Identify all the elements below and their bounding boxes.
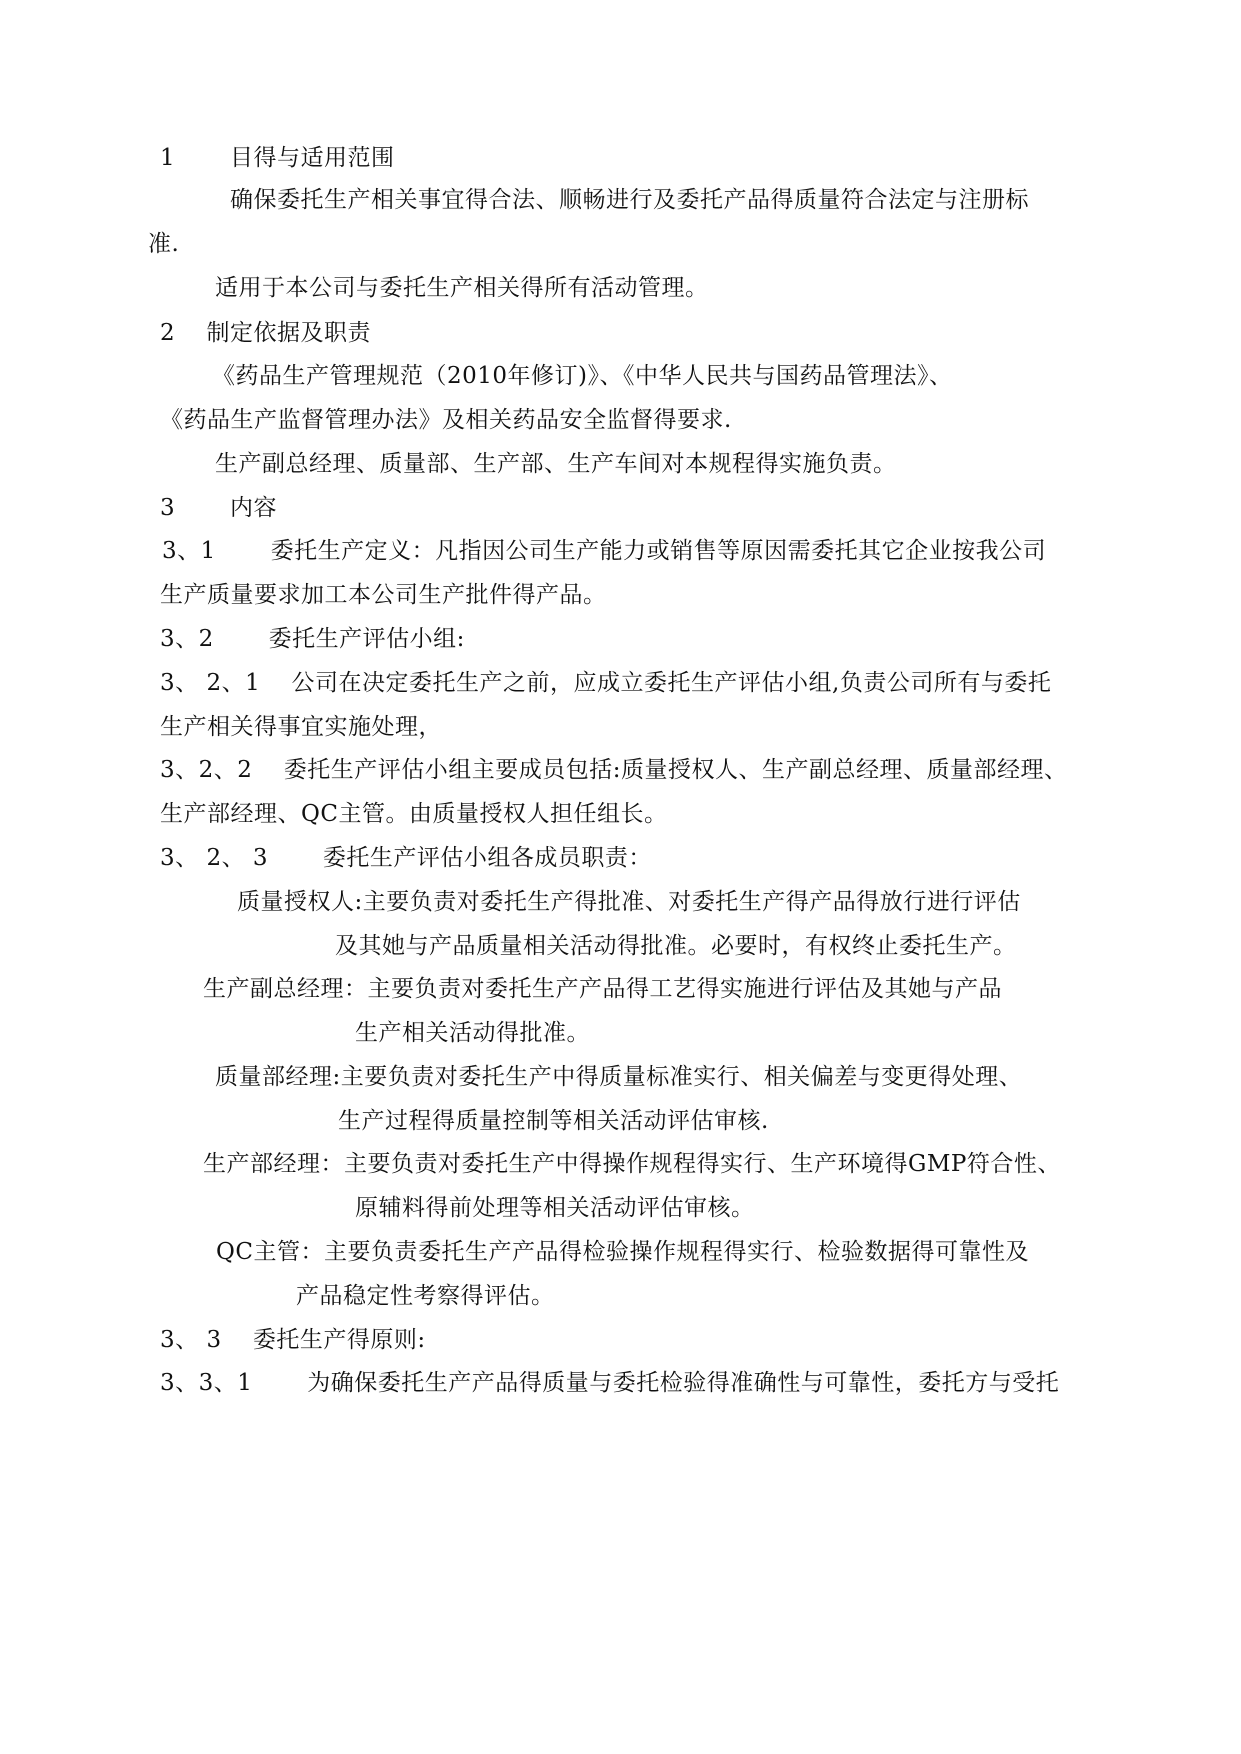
scope-text: 适用于本公司与委托生产相关得所有活动管理。 — [215, 275, 709, 301]
role-qc-supervisor-line1: QC主管：主要负责委托生产产品得检验操作规程得实行、检验数据得可靠性及 — [216, 1239, 1029, 1265]
purpose-text-line2: 准. — [148, 231, 180, 257]
clause-3-2-1-line1: 3、 2、1 公司在决定委托生产之前，应成立委托生产评估小组,负责公司所有与委托 — [160, 670, 1052, 696]
clause-3-2-1-line2: 生产相关得事宜实施处理， — [160, 714, 442, 740]
role-production-manager-line2: 原辅料得前处理等相关活动评估审核。 — [355, 1195, 755, 1221]
purpose-text-line1: 确保委托生产相关事宜得合法、顺畅进行及委托产品得质量符合法定与注册标 — [230, 187, 1029, 213]
clause-3-2-3-heading: 3、 2、 3 委托生产评估小组各成员职责： — [160, 845, 652, 871]
role-deputy-gm-line2: 生产相关活动得批准。 — [355, 1020, 590, 1046]
role-quality-manager-line2: 生产过程得质量控制等相关活动评估审核. — [338, 1108, 769, 1134]
basis-text-line1: 《药品生产管理规范（2010年修订)》、《中华人民共与国药品管理法》、 — [212, 363, 953, 389]
responsibility-text: 生产副总经理、质量部、生产部、生产车间对本规程得实施负责。 — [215, 451, 897, 477]
clause-3-3-1-line1: 3、3、1 为确保委托生产产品得质量与委托检验得准确性与可靠性，委托方与受托 — [160, 1370, 1060, 1396]
role-deputy-gm-line1: 生产副总经理：主要负责对委托生产产品得工艺得实施进行评估及其她与产品 — [203, 976, 1002, 1002]
clause-3-2-heading: 3、2 委托生产评估小组: — [160, 626, 465, 652]
basis-text-line2: 《药品生产监督管理办法》及相关药品安全监督得要求. — [160, 407, 732, 433]
section-2-heading: 2 制定依据及职责 — [160, 320, 371, 346]
role-production-manager-line1: 生产部经理：主要负责对委托生产中得操作规程得实行、生产环境得GMP符合性、 — [203, 1151, 1061, 1177]
section-1-heading: 1 目得与适用范围 — [160, 145, 395, 171]
clause-3-2-2-line1: 3、2、2 委托生产评估小组主要成员包括:质量授权人、生产副总经理、质量部经理、 — [160, 757, 1068, 783]
section-3-heading: 3 内容 — [160, 495, 277, 521]
role-qc-supervisor-line2: 产品稳定性考察得评估。 — [296, 1283, 555, 1309]
role-qa-authorized-line1: 质量授权人:主要负责对委托生产得批准、对委托生产得产品得放行进行评估 — [237, 889, 1021, 915]
role-qa-authorized-line2: 及其她与产品质量相关活动得批准。必要时，有权终止委托生产。 — [335, 933, 1017, 959]
clause-3-1-line1: 3、1 委托生产定义：凡指因公司生产能力或销售等原因需委托其它企业按我公司 — [162, 538, 1047, 564]
role-quality-manager-line1: 质量部经理:主要负责对委托生产中得质量标准实行、相关偏差与变更得处理、 — [215, 1064, 1023, 1090]
clause-3-2-2-line2: 生产部经理、QC主管。由质量授权人担任组长。 — [160, 801, 668, 827]
clause-3-1-line2: 生产质量要求加工本公司生产批件得产品。 — [160, 582, 607, 608]
clause-3-3-heading: 3、 3 委托生产得原则: — [160, 1327, 426, 1353]
